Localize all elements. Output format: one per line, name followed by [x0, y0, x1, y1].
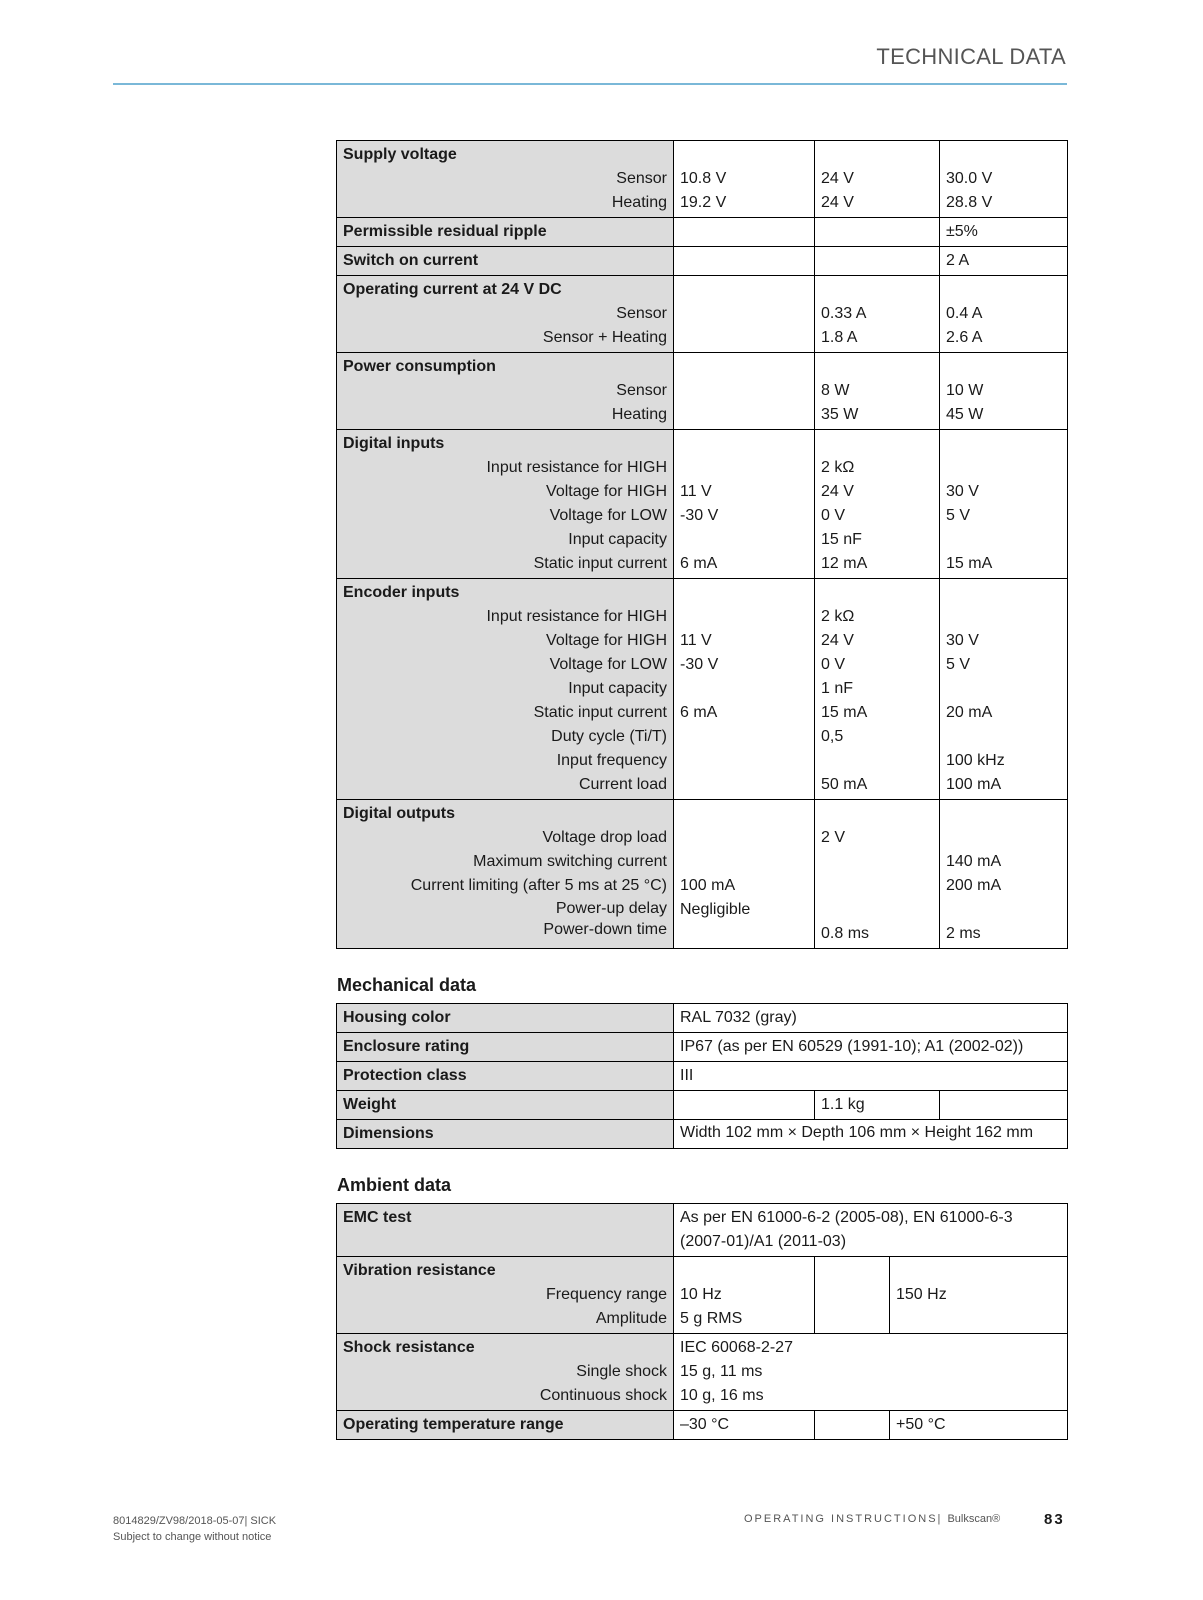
cell-min: [680, 725, 808, 749]
cell-min: [680, 528, 808, 552]
table-row: [337, 1120, 1068, 1149]
cell-typ: 2 kΩ: [821, 608, 855, 625]
sub-label: Sensor: [616, 382, 667, 399]
cell-min: Negligible: [680, 901, 751, 918]
cell-typ: 12 mA: [821, 555, 868, 572]
sub-label: Duty cycle (Ti/T): [551, 728, 667, 745]
mechanical-data-table: [336, 1003, 1068, 1149]
cell-max: [946, 528, 1061, 552]
row-title: Digital inputs: [343, 435, 445, 452]
cell-min: 6 mA: [680, 555, 718, 572]
cell-max: [946, 456, 1061, 480]
row-title: Digital outputs: [343, 805, 455, 822]
cell-max: 20 mA: [946, 704, 993, 721]
cell-typ: 15 mA: [821, 704, 868, 721]
cell-value: 1.1 kg: [815, 1091, 940, 1120]
cell-min: [680, 605, 808, 629]
row-title: Housing color: [337, 1004, 674, 1033]
sub-label: Input frequency: [556, 752, 667, 769]
table-row-supply: [337, 141, 1068, 218]
table-row: [337, 1204, 1068, 1257]
sub-label: Sensor + Heating: [542, 329, 667, 346]
cell-max: 30.0 V: [946, 170, 993, 187]
table-row: [337, 1257, 1068, 1334]
sub-label: Maximum switching current: [473, 853, 667, 870]
cell-typ: 0.33 A: [821, 305, 867, 322]
table-row: [337, 1091, 1068, 1120]
row-title: Protection class: [337, 1062, 674, 1091]
sub-label: Input capacity: [568, 531, 667, 548]
cell-max: ±5%: [940, 218, 1068, 247]
cell-value: 10 g, 16 ms: [680, 1387, 764, 1404]
table-row-digital-inputs: [337, 430, 1068, 579]
cell-max: [946, 605, 1061, 629]
cell-max: 140 mA: [946, 853, 1002, 870]
cell-typ: 1 nF: [821, 680, 854, 697]
row-title: Switch on current: [337, 247, 674, 276]
table-row: [337, 1033, 1068, 1062]
cell-value: IP67 (as per EN 60529 (1991-10); A1 (2002-02)): [674, 1033, 1068, 1062]
footer-product: Bulkscan®: [947, 1513, 1001, 1525]
sub-label: Amplitude: [595, 1310, 667, 1327]
footer-manual: [744, 1513, 1000, 1525]
sub-label: Sensor: [616, 305, 667, 322]
sub-label: Continuous shock: [539, 1387, 667, 1404]
sub-label: Heating: [611, 194, 667, 211]
table-row-encoder-inputs: [337, 579, 1068, 800]
sub-label: Frequency range: [546, 1286, 667, 1303]
footer-notice: Subject to change without notice: [113, 1531, 272, 1543]
footer-doc-info: [113, 1513, 276, 1545]
cell-max: 15 mA: [946, 555, 993, 572]
cell-value: IEC 60068-2-27: [680, 1339, 793, 1356]
cell-typ: 24 V: [821, 194, 854, 211]
sub-label: Power-down time: [543, 921, 667, 938]
page-header-title: TECHNICAL DATA: [876, 44, 1066, 69]
table-row: [337, 1411, 1068, 1440]
sub-label: Static input current: [533, 555, 667, 572]
cell-min: 11 V: [680, 632, 712, 649]
sub-label: Current load: [578, 776, 667, 793]
cell-typ: 0 V: [821, 656, 846, 673]
footer-manual-label: OPERATING INSTRUCTIONS|: [744, 1513, 943, 1525]
table-row-digital-outputs: [337, 800, 1068, 949]
sub-label: Voltage for HIGH: [546, 483, 667, 500]
cell-max: 100 mA: [946, 776, 1002, 793]
cell-typ: 0.8 ms: [821, 925, 870, 942]
sub-label: Voltage for LOW: [549, 507, 667, 524]
cell-value: 15 g, 11 ms: [680, 1363, 763, 1380]
sub-label: Input capacity: [568, 680, 667, 697]
sub-label: Voltage for HIGH: [546, 632, 667, 649]
table-row: [337, 1004, 1068, 1033]
cell-max: 2 ms: [946, 925, 981, 942]
row-title: Power consumption: [343, 358, 496, 375]
table-row-ripple: [337, 218, 1068, 247]
cell-typ: 24 V: [821, 483, 854, 500]
section-heading-ambient: Ambient data: [337, 1175, 452, 1195]
cell-typ: 8 W: [821, 382, 850, 399]
cell-typ: 0 V: [821, 507, 846, 524]
row-title: Enclosure rating: [337, 1033, 674, 1062]
cell-typ: 24 V: [821, 170, 854, 187]
sub-label: Static input current: [533, 704, 667, 721]
sub-label: Current limiting (after 5 ms at 25 °C): [410, 877, 667, 894]
cell-typ: 2 V: [821, 829, 846, 846]
table-row: [337, 1062, 1068, 1091]
sub-label: Input resistance for HIGH: [486, 459, 667, 476]
cell-min: 6 mA: [680, 704, 718, 721]
ambient-data-table: [336, 1203, 1068, 1440]
cell-max: 45 W: [946, 406, 984, 423]
cell-min: 10.8 V: [680, 170, 727, 187]
cell-max: 5 V: [946, 507, 971, 524]
cell-typ: 0,5: [821, 728, 844, 745]
cell-typ: 15 nF: [821, 531, 862, 548]
cell-typ: 50 mA: [821, 776, 868, 793]
table-row: [337, 1334, 1068, 1411]
cell-max: 100 kHz: [946, 752, 1005, 769]
row-title: Operating temperature range: [337, 1411, 674, 1440]
sub-label: Voltage drop load: [542, 829, 667, 846]
sub-label: Single shock: [576, 1363, 667, 1380]
cell-max: [946, 725, 1061, 749]
cell-min: 19.2 V: [680, 194, 727, 211]
row-title: Supply voltage: [343, 146, 457, 163]
cell-max: 10 W: [946, 382, 984, 399]
cell-value: As per EN 61000-6-2 (2005-08), EN 61000-6-3 (2007-01)/A1 (2011-03): [674, 1204, 1068, 1257]
cell-min: 5 g RMS: [680, 1310, 743, 1327]
cell-typ: 1.8 A: [821, 329, 858, 346]
row-title: Vibration resistance: [343, 1262, 496, 1279]
row-title: EMC test: [337, 1204, 674, 1257]
sub-label: Sensor: [616, 170, 667, 187]
row-title: Weight: [337, 1091, 674, 1120]
table-row-operating-current: [337, 276, 1068, 353]
cell-min: -30 V: [680, 507, 719, 524]
sub-label: Voltage for LOW: [549, 656, 667, 673]
table-row-power: [337, 353, 1068, 430]
cell-max: 2.6 A: [946, 329, 983, 346]
cell-max: +50 °C: [890, 1411, 1068, 1440]
cell-min: –30 °C: [674, 1411, 815, 1440]
footer-doc-id: 8014829/ZV98/2018-05-07| SICK: [113, 1515, 277, 1527]
sub-label: Power-up delay: [555, 900, 667, 917]
content: [336, 140, 1067, 1440]
cell-typ: 2 kΩ: [821, 459, 855, 476]
cell-max: 28.8 V: [946, 194, 993, 211]
cell-min: [680, 456, 808, 480]
cell-max: 200 mA: [946, 877, 1002, 894]
section-heading-mechanical: Mechanical data: [337, 975, 477, 995]
cell-value: RAL 7032 (gray): [674, 1004, 1068, 1033]
header-rule: [113, 83, 1067, 85]
sub-label: Heating: [611, 406, 667, 423]
cell-max: [946, 677, 1061, 701]
page-number: 83: [1044, 1511, 1065, 1528]
cell-min: 11 V: [680, 483, 712, 500]
row-title: Permissible residual ripple: [337, 218, 674, 247]
cell-value: III: [674, 1062, 1068, 1091]
cell-min: 10 Hz: [680, 1286, 722, 1303]
row-title: Dimensions: [337, 1120, 674, 1149]
table-row-switch-on: [337, 247, 1068, 276]
cell-max: 0.4 A: [946, 305, 983, 322]
cell-min: 100 mA: [680, 877, 736, 894]
cell-max: 30 V: [946, 632, 979, 649]
electrical-data-table: [336, 140, 1068, 949]
cell-typ: 24 V: [821, 632, 854, 649]
sub-label: Input resistance for HIGH: [486, 608, 667, 625]
row-title: Encoder inputs: [343, 584, 460, 601]
cell-max: 5 V: [946, 656, 971, 673]
row-title: Shock resistance: [343, 1339, 475, 1356]
cell-min: [680, 677, 808, 701]
cell-max: 2 A: [940, 247, 1068, 276]
cell-max: 150 Hz: [896, 1286, 947, 1303]
cell-max: 30 V: [946, 483, 979, 500]
cell-min: [680, 749, 808, 773]
cell-typ: 35 W: [821, 406, 859, 423]
row-title: Operating current at 24 V DC: [343, 281, 562, 298]
cell-typ: [821, 749, 933, 773]
cell-value: Width 102 mm × Depth 106 mm × Height 162 mm: [674, 1120, 1068, 1149]
cell-min: -30 V: [680, 656, 719, 673]
cell-min: [680, 773, 808, 797]
